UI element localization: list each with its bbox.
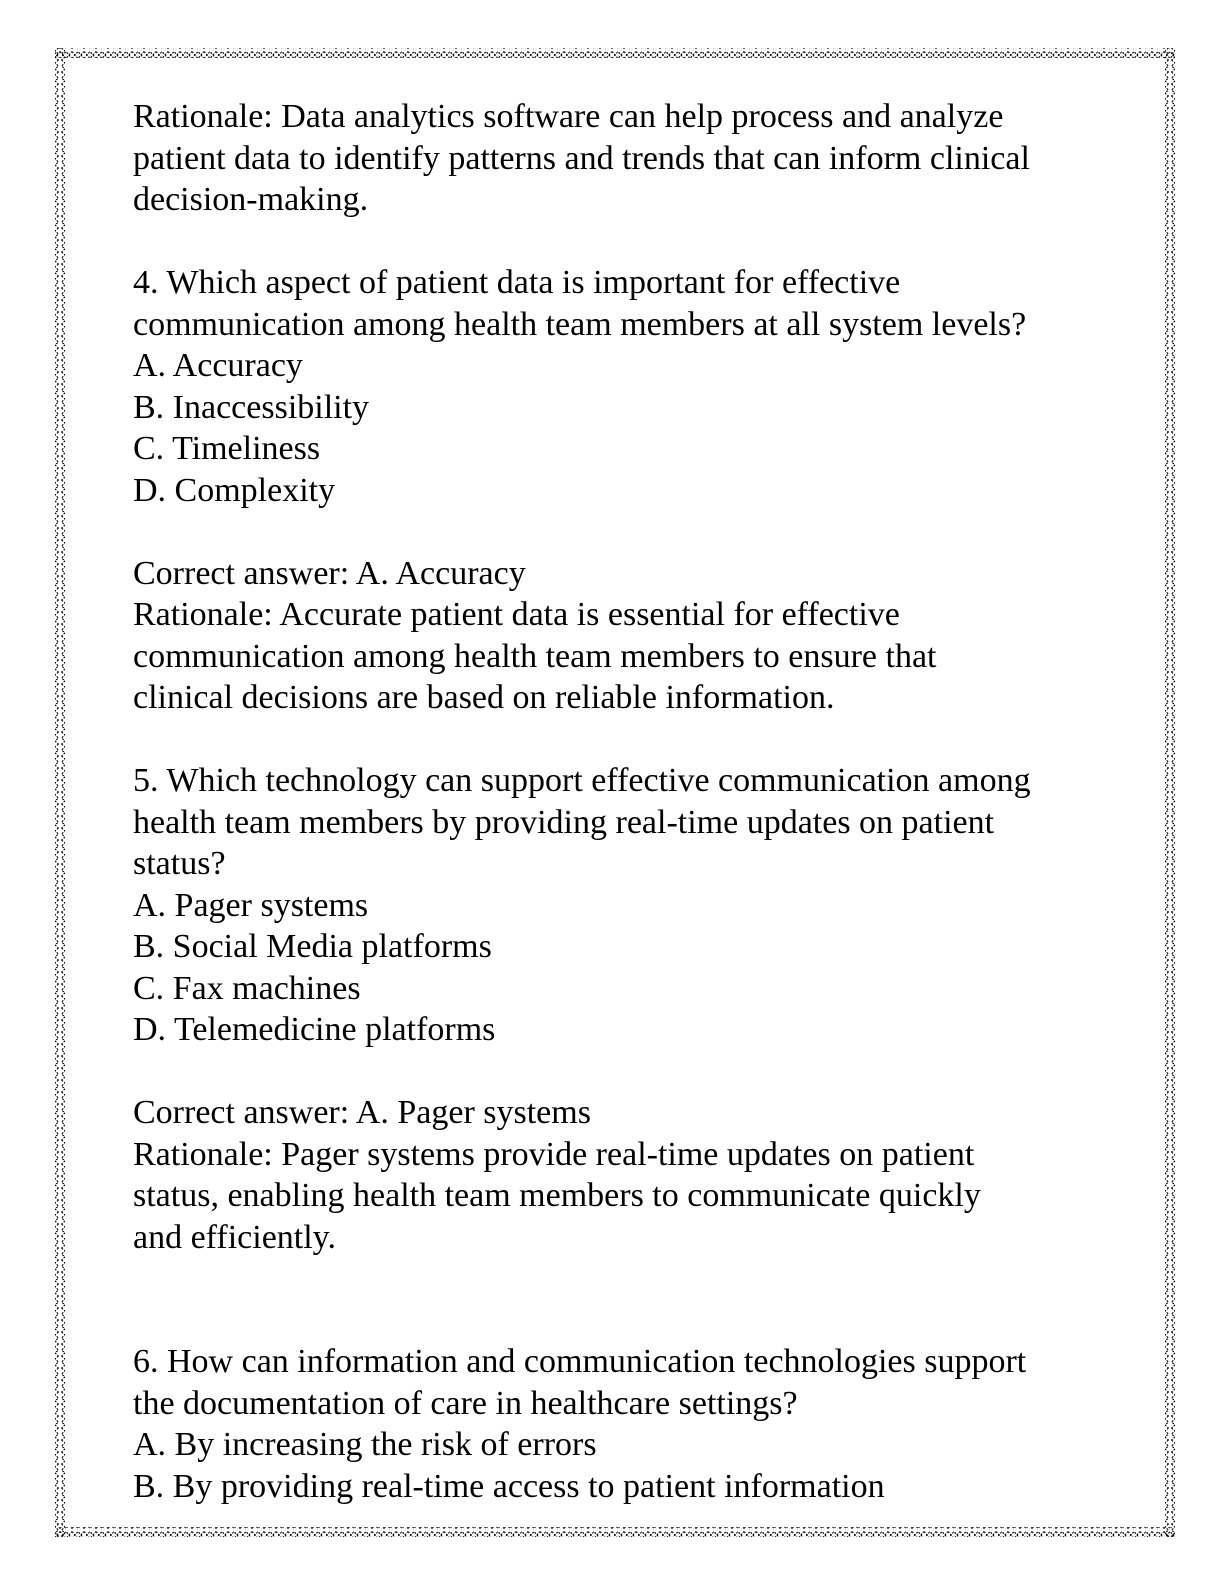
border-bottom [55, 1527, 1175, 1537]
answer-question-5 [133, 1092, 1113, 1300]
question-6 [133, 1341, 1113, 1507]
text-line: B. By providing real-time access to patient information [133, 1467, 885, 1505]
text-line: 5. Which technology can support effective communication among [133, 762, 1031, 799]
text-line: C. Timeliness [133, 430, 321, 467]
blank-line [133, 221, 1113, 263]
text-line: status, enabling health team members to communicate quickly [133, 1177, 981, 1214]
text-line: A. By increasing the risk of errors [133, 1426, 597, 1463]
text-line: Rationale: Data analytics software can help process and analyze [133, 98, 1004, 135]
text-line: Correct answer: A. Accuracy [133, 554, 526, 592]
text-line: patient data to identify patterns and trends that can inform clinical [133, 139, 1030, 177]
question-5 [133, 760, 1113, 1051]
text-line: D. Telemedicine platforms [133, 1011, 496, 1048]
question-4 [133, 262, 1113, 511]
answer-question-4 [133, 553, 1113, 719]
text-line: C. Fax machines [133, 969, 361, 1007]
text-line: 4. Which aspect of patient data is important for effective [133, 264, 901, 301]
text-line: decision-making. [133, 181, 369, 218]
border-top [55, 48, 1175, 58]
blank-line [133, 1258, 1113, 1300]
text-line: A. Accuracy [133, 347, 303, 384]
text-line: Correct answer: A. Pager systems [133, 1094, 591, 1131]
text-line: B. Social Media platforms [133, 928, 492, 965]
text-line: Rationale: Accurate patient data is essential for effective [133, 596, 900, 633]
rationale-question-3 [133, 96, 1113, 221]
border-left [55, 48, 65, 1537]
text-line: clinical decisions are based on reliable information. [133, 679, 835, 716]
text-line: communication among health team members at all system levels? [133, 305, 1027, 343]
text-line: B. Inaccessibility [133, 388, 370, 426]
blank-line [133, 719, 1113, 761]
text-line: D. Complexity [133, 471, 336, 509]
text-line: Rationale: Pager systems provide real-time updates on patient [133, 1135, 975, 1173]
blank-line [133, 1051, 1113, 1093]
text-line: the documentation of care in healthcare settings? [133, 1384, 798, 1422]
text-line: 6. How can information and communication technologies support [133, 1343, 1027, 1380]
blank-line [133, 1300, 1113, 1342]
text-line: status? [133, 845, 226, 882]
text-line: A. Pager systems [133, 886, 369, 924]
blank-line [133, 511, 1113, 553]
text-line: and efficiently. [133, 1218, 336, 1256]
document-content [133, 96, 1113, 1507]
text-line: health team members by providing real-time updates on patient [133, 803, 995, 841]
text-line: communication among health team members to ensure that [133, 637, 937, 675]
border-right [1165, 48, 1175, 1537]
